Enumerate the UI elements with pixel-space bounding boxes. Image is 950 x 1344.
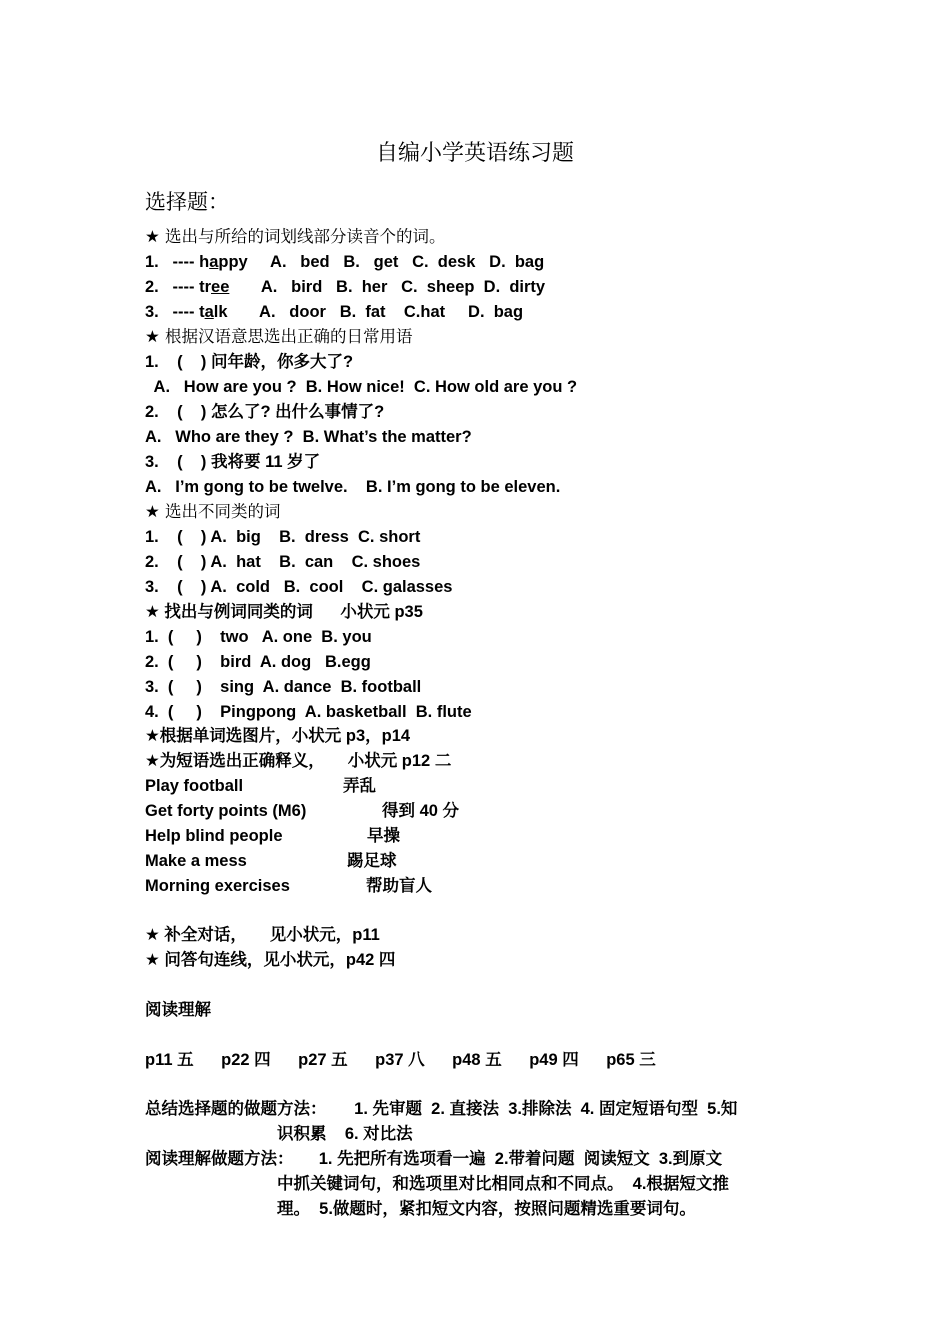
phrase-zh-3: 早操 xyxy=(367,827,400,845)
summary2-line1: 1. 先把所有选项看一遍 2.带着问题 阅读短文 3.到原文 xyxy=(305,1150,723,1168)
summary1-line1: 1. 先审题 2. 直接法 3.排除法 4. 固定短语句型 5.知 xyxy=(345,1100,738,1118)
item-number: 1. xyxy=(145,253,159,271)
q3-line-2: 2. ( ) A. hat B. can C. shoes xyxy=(145,553,421,571)
q2-header: ★ 根据汉语意思选出正确的日常用语 xyxy=(145,327,413,346)
word-prefix: ---- h xyxy=(172,253,210,271)
phrase-en-4: Make a mess xyxy=(145,852,247,870)
q2-line-2: A. How are you ? B. How nice! C. How old are you ? xyxy=(145,378,578,396)
q6-header: ★为短语选出正确释义， 小状元 p12 二 xyxy=(145,752,452,770)
summary1-line2: 识积累 6. 对比法 xyxy=(277,1125,413,1143)
q2-line-4: A. Who are they ? B. What’s the matter? xyxy=(145,428,472,446)
q1-item-1 xyxy=(145,251,544,273)
phrase-en-2: Get forty points (M6) xyxy=(145,802,307,820)
phrase-en-3: Help blind people xyxy=(145,827,283,845)
phrase-zh-4: 踢足球 xyxy=(347,852,397,870)
q1-header: ★ 选出与所给的词划线部分读音个的词。 xyxy=(145,227,446,246)
options: A. bed B. get C. desk D. bag xyxy=(270,253,545,271)
q2-line-3: 2. ( ) 怎么了? 出什么事情了? xyxy=(145,403,385,421)
word-prefix: ---- t xyxy=(172,303,205,321)
phrase-zh-1: 弄乱 xyxy=(343,777,376,795)
options: A. door B. fat C.hat D. bag xyxy=(259,303,524,321)
reading-title: 阅读理解 xyxy=(145,1001,211,1019)
q4-line-2: 2. ( ) bird A. dog B.egg xyxy=(145,653,371,671)
phrase-en-5: Morning exercises xyxy=(145,877,290,895)
options: A. bird B. her C. sheep D. dirty xyxy=(260,278,546,296)
phrase-zh-5: 帮助盲人 xyxy=(366,877,432,895)
q2-line-6: A. I’m gong to be twelve. B. I’m gong to be eleven. xyxy=(145,478,561,496)
item-number: 2. xyxy=(145,278,159,296)
q8-header: ★ 问答句连线，见小状元，p42 四 xyxy=(145,951,396,969)
q4-line-3: 3. ( ) sing A. dance B. football xyxy=(145,678,422,696)
word-suffix: lk xyxy=(213,303,228,321)
word-prefix: ---- tr xyxy=(172,278,212,296)
q2-line-1: 1. ( ) 问年龄，你多大了? xyxy=(145,353,354,371)
q1-item-3 xyxy=(145,301,523,323)
q4-header: ★ 找出与例词同类的词 小状元 p35 xyxy=(145,603,423,621)
q4-line-4: 4. ( ) Pingpong A. basketball B. flute xyxy=(145,703,472,721)
phrase-en-1: Play football xyxy=(145,777,244,795)
underlined-letters: a xyxy=(204,303,214,321)
underlined-letters: ee xyxy=(211,278,230,296)
word-suffix: ppy xyxy=(218,253,248,271)
phrase-zh-2: 得到 40 分 xyxy=(382,802,460,820)
q1-item-2 xyxy=(145,276,545,298)
summary1-label: 总结选择题的做题方法： xyxy=(145,1100,327,1118)
q3-line-3: 3. ( ) A. cold B. cool C. galasses xyxy=(145,578,453,596)
summary2-label: 阅读理解做题方法： xyxy=(145,1150,294,1168)
underlined-letters: a xyxy=(209,253,219,271)
page-title: 自编小学英语练习题 xyxy=(375,141,574,166)
summary2-line2: 中抓关键词句，和选项里对比相同点和不同点。 4.根据短文推 xyxy=(277,1175,729,1193)
q3-header: ★ 选出不同类的词 xyxy=(145,502,281,521)
q5-header: ★根据单词选图片，小状元 p3，p14 xyxy=(145,727,411,745)
summary2-line3: 理。 5.做题时，紧扣短文内容，按照问题精选重要词句。 xyxy=(277,1200,696,1218)
q3-line-1: 1. ( ) A. big B. dress C. short xyxy=(145,528,421,546)
reading-pages: p11 五 p22 四 p27 五 p37 八 p48 五 p49 四 p65 三 xyxy=(145,1051,656,1069)
q4-line-1: 1. ( ) two A. one B. you xyxy=(145,628,372,646)
item-number: 3. xyxy=(145,303,159,321)
q7-header: ★ 补全对话， 见小状元，p11 xyxy=(145,926,380,944)
section-heading: 选择题： xyxy=(145,190,229,214)
q2-line-5: 3. ( ) 我将要 11 岁了 xyxy=(145,453,321,471)
